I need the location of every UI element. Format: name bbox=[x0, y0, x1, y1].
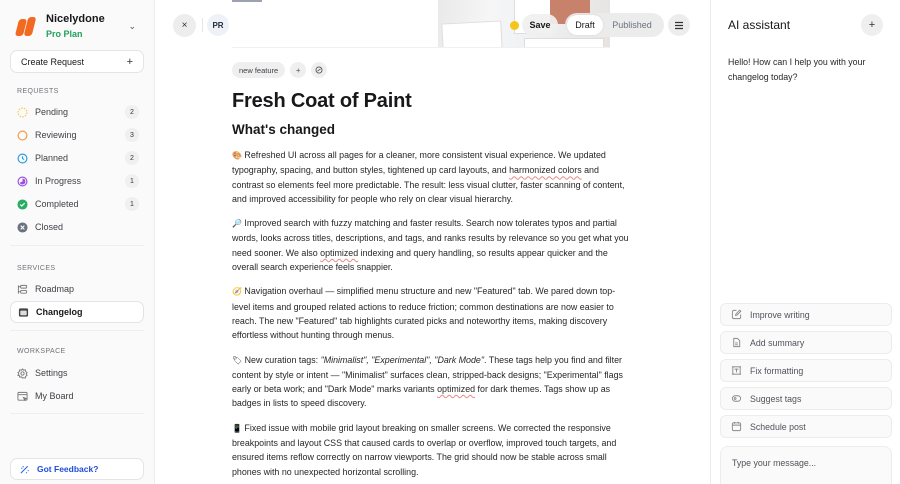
changelog-icon bbox=[18, 307, 29, 318]
section-label-requests: REQUESTS bbox=[17, 88, 59, 95]
section-label-services: SERVICES bbox=[17, 265, 56, 272]
check-circle-icon bbox=[17, 199, 28, 210]
sidebar-item-settings[interactable] bbox=[10, 362, 144, 384]
tag-icon bbox=[731, 393, 742, 404]
sidebar-item-label: My Board bbox=[35, 391, 74, 401]
feedback-button[interactable] bbox=[10, 458, 144, 480]
section-label-workspace: WORKSPACE bbox=[17, 348, 66, 355]
count-badge: 1 bbox=[125, 174, 139, 188]
sidebar-item-label: In Progress bbox=[35, 176, 82, 186]
document-icon bbox=[731, 337, 742, 348]
sidebar bbox=[0, 0, 155, 484]
status-toggle[interactable] bbox=[565, 13, 664, 37]
action-improve-writing[interactable] bbox=[720, 303, 892, 326]
count-badge: 2 bbox=[125, 151, 139, 165]
sidebar-divider bbox=[10, 330, 144, 331]
spellcheck-flag[interactable]: optimized bbox=[437, 384, 476, 395]
feedback-icon bbox=[19, 464, 30, 475]
action-add-summary[interactable] bbox=[720, 331, 892, 354]
sidebar-item-planned[interactable] bbox=[10, 147, 144, 169]
text-format-icon bbox=[731, 365, 742, 376]
sidebar-item-label: Closed bbox=[35, 222, 64, 232]
half-circle-icon bbox=[17, 176, 28, 187]
changelog-paragraph: 🏷 New curation tags: "Minimalist", "Experimental", "Dark Mode". These tags help you find and filter content by style or intent — "Minimalist" surfaces clean, stripped-back designs; "Experimental" flags early or beta work; and "Dark Mode" marks variants optimized for dark themes. Tags show up as badges in lists to speed discovery. bbox=[232, 354, 623, 409]
action-fix-formatting[interactable] bbox=[720, 359, 892, 382]
action-label: Improve writing bbox=[750, 309, 810, 320]
message-input[interactable] bbox=[732, 458, 880, 468]
action-schedule-post[interactable] bbox=[720, 415, 892, 438]
feedback-label: Got Feedback? bbox=[37, 464, 99, 474]
chevron-down-icon[interactable]: ⌄ bbox=[128, 21, 136, 31]
magnifier-icon: 🔎 bbox=[232, 219, 242, 229]
menu-button[interactable] bbox=[668, 14, 690, 36]
sidebar-item-label: Reviewing bbox=[35, 130, 77, 140]
new-chat-button[interactable]: + bbox=[861, 14, 883, 36]
spellcheck-flag[interactable]: harmonized colors bbox=[509, 165, 582, 176]
section-heading[interactable]: What's changed bbox=[232, 122, 335, 137]
changelog-editor bbox=[156, 0, 710, 484]
gear-icon bbox=[17, 368, 28, 379]
changelog-paragraph: 🔎 Improved search with fuzzy matching and faster results. Search now tolerates typos and partial words, looks across titles, descriptions, and tags, and ranks results by relevance so you get what you need sooner. We also optimized indexing and query handling, so results appear quicker and the overall search experience feels snappier. bbox=[232, 218, 629, 273]
action-label: Add summary bbox=[750, 337, 805, 348]
tag-settings-button[interactable] bbox=[311, 62, 327, 78]
assistant-message: Hello! How can I help you with your changelog today? bbox=[728, 57, 866, 82]
mobile-phone-icon: 📱 bbox=[232, 423, 242, 433]
message-composer[interactable] bbox=[720, 446, 892, 484]
x-circle-icon bbox=[17, 222, 28, 233]
unsaved-indicator bbox=[510, 21, 519, 30]
sidebar-divider bbox=[10, 413, 144, 414]
close-button[interactable]: × bbox=[173, 14, 196, 37]
action-label: Suggest tags bbox=[750, 393, 802, 404]
hamburger-icon bbox=[674, 21, 684, 30]
clock-icon bbox=[17, 153, 28, 164]
scroll-indicator bbox=[232, 0, 262, 2]
workspace-name: Nicelydone bbox=[46, 12, 105, 25]
roadmap-icon bbox=[17, 284, 28, 295]
cover-divider bbox=[232, 47, 610, 48]
sidebar-divider bbox=[10, 245, 144, 246]
create-request-button[interactable] bbox=[10, 50, 144, 73]
label-tag-icon: 🏷 bbox=[232, 355, 243, 365]
board-icon bbox=[17, 391, 28, 402]
sidebar-item-label: Pending bbox=[35, 107, 69, 117]
sidebar-item-label: Planned bbox=[35, 153, 69, 163]
count-badge: 3 bbox=[125, 128, 139, 142]
spellcheck-flag[interactable]: optimized bbox=[320, 247, 359, 258]
sidebar-item-in-progress[interactable] bbox=[10, 170, 144, 192]
changelog-body[interactable] bbox=[232, 148, 630, 484]
sidebar-item-label: Roadmap bbox=[35, 284, 75, 294]
sidebar-item-reviewing[interactable] bbox=[10, 124, 144, 146]
sidebar-item-pending[interactable] bbox=[10, 101, 144, 123]
compass-icon: 🧭 bbox=[232, 287, 242, 297]
sidebar-item-completed[interactable] bbox=[10, 193, 144, 215]
status-draft[interactable]: Draft bbox=[567, 15, 603, 35]
save-button[interactable]: Save bbox=[522, 14, 558, 36]
sidebar-item-closed[interactable] bbox=[10, 216, 144, 238]
sidebar-item-changelog[interactable] bbox=[10, 301, 144, 323]
count-badge: 1 bbox=[125, 197, 139, 211]
plan-badge: Pro Plan bbox=[46, 28, 83, 39]
changelog-paragraph: 🧭 Navigation overhaul — simplified menu structure and new "Featured" tab. We pared down top-level items and grouped related actions to reduce friction; common destinations are now easier to reach. The new "Featured" tab highlights curated picks and noteworthy items, making discovery effortless without hunting through menus. bbox=[232, 286, 616, 341]
sidebar-item-label: Completed bbox=[35, 199, 79, 209]
plus-icon: + bbox=[126, 55, 133, 68]
action-suggest-tags[interactable] bbox=[720, 387, 892, 410]
author-avatar[interactable]: PR bbox=[207, 14, 229, 36]
action-label: Fix formatting bbox=[750, 365, 804, 376]
page-title[interactable]: Fresh Coat of Paint bbox=[232, 90, 412, 112]
ai-assistant-panel bbox=[710, 0, 900, 484]
action-label: Schedule post bbox=[750, 421, 806, 432]
count-badge: 2 bbox=[125, 105, 139, 119]
palette-icon: 🎨 bbox=[232, 151, 242, 160]
edit-icon bbox=[731, 309, 742, 320]
workspace-switcher[interactable] bbox=[14, 12, 142, 40]
calendar-icon bbox=[731, 421, 742, 432]
changelog-paragraph: 🎨 Refreshed UI across all pages for a cleaner, more consistent visual experience. We updated typography, spacing, and button styles, tightened up card layouts, and harmonized colors and contrast so elements feel more predictable. The result: less visual clutter, faster scanning of content, and improved accessibility for people who rely on clear visual hierarchy. bbox=[232, 150, 625, 204]
status-published[interactable]: Published bbox=[612, 20, 652, 30]
sidebar-item-my-board[interactable] bbox=[10, 385, 144, 407]
circle-icon bbox=[17, 130, 28, 141]
italic-tags: "Minimalist", "Experimental", "Dark Mode" bbox=[320, 354, 485, 365]
sidebar-item-label: Changelog bbox=[36, 307, 83, 317]
panel-title: AI assistant bbox=[728, 18, 791, 32]
changelog-paragraph: 📱 Fixed issue with mobile grid layout breaking on smaller screens. We corrected the responsive breakpoints and layout CSS that caused cards to overlap or overflow, improved touch targets, and ensured items reflow correctly on narrow viewports. The grid should now be stable across small phones with no unexpected horizontal scrolling. bbox=[232, 422, 617, 477]
tag-chip[interactable]: new feature bbox=[232, 62, 285, 78]
tag-settings-icon bbox=[315, 66, 323, 74]
toolbar-separator bbox=[202, 18, 203, 32]
dashed-circle-icon bbox=[17, 107, 28, 118]
create-request-label: Create Request bbox=[21, 56, 85, 67]
brand-logo-icon bbox=[14, 15, 36, 37]
add-tag-button[interactable]: + bbox=[290, 62, 306, 78]
tag-row bbox=[232, 62, 327, 78]
sidebar-item-roadmap[interactable] bbox=[10, 278, 144, 300]
sidebar-item-label: Settings bbox=[35, 368, 68, 378]
